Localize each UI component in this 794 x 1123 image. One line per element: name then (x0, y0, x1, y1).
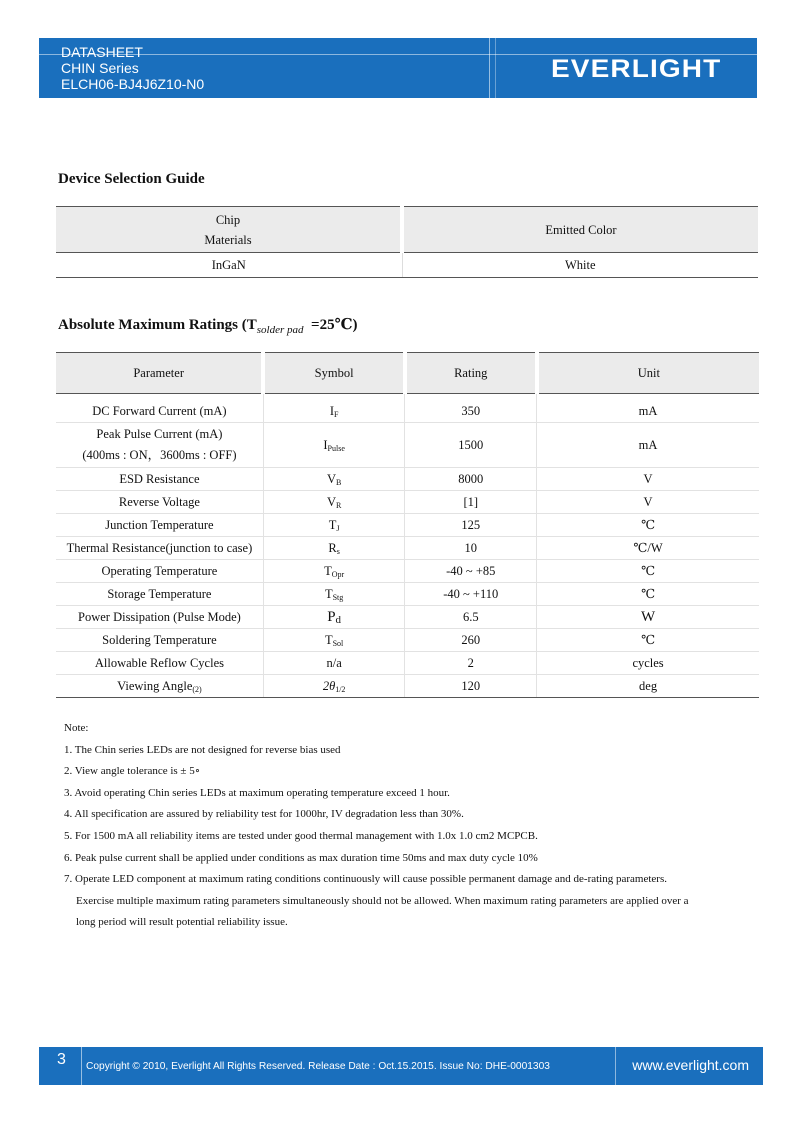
symbol-sub: Opr (331, 569, 345, 579)
cell-unit: deg (537, 675, 759, 698)
symbol-sub: F (333, 409, 339, 419)
cell-symbol (263, 606, 405, 629)
website-link[interactable]: www.everlight.com (632, 1057, 749, 1073)
footer-divider (615, 1047, 616, 1085)
cell-parameter: Junction Temperature (56, 514, 263, 537)
cell-material: InGaN (56, 253, 402, 278)
header-chip-materials (56, 207, 402, 253)
cell-rating: 2 (405, 652, 537, 675)
cell-unit: mA (537, 394, 759, 423)
symbol-main: P (327, 608, 336, 625)
symbol-main: T (324, 586, 333, 601)
table-row (56, 675, 759, 698)
cell-unit: cycles (537, 652, 759, 675)
cell-symbol (263, 491, 405, 514)
cell-symbol (263, 423, 405, 468)
header-doc-info (61, 44, 204, 92)
header-divider-secondary (495, 38, 496, 98)
cell-unit: V (537, 491, 759, 514)
cell-unit: W (537, 606, 759, 629)
max-ratings-title-main: Absolute Maximum Ratings (T (58, 317, 257, 333)
cell-unit: ℃ (537, 560, 759, 583)
symbol-sub: B (335, 477, 342, 487)
cell-unit: mA (537, 423, 759, 468)
cell-symbol (263, 629, 405, 652)
symbol-main: I (323, 437, 328, 452)
cell-parameter: DC Forward Current (mA) (56, 394, 263, 423)
table-header-row (56, 207, 758, 253)
cell-rating: 125 (405, 514, 537, 537)
table-row (56, 423, 759, 468)
parameter-line1: Peak Pulse Current (mA) (96, 427, 223, 441)
max-ratings-title-sub: solder pad (256, 324, 304, 336)
cell-unit: ℃ (537, 514, 759, 537)
note-item: 3. Avoid operating Chin series LEDs at maximum operating temperature exceed 1 hour. (64, 786, 450, 799)
max-ratings-title-tail: =25℃) (311, 317, 358, 333)
cell-parameter: Storage Temperature (56, 583, 263, 606)
cell-parameter: Power Dissipation (Pulse Mode) (56, 606, 263, 629)
cell-parameter (56, 675, 263, 698)
cell-rating: -40 ~ +85 (405, 560, 537, 583)
parameter-line2: (400ms : ON，3600ms : OFF) (82, 448, 237, 462)
cell-rating: 120 (405, 675, 537, 698)
everlight-logo: EVERLIGHT (551, 55, 722, 83)
table-row (56, 491, 759, 514)
cell-symbol (263, 583, 405, 606)
symbol-sub: Stg (332, 592, 344, 602)
cell-parameter (56, 423, 263, 468)
cell-color: White (402, 253, 758, 278)
cell-rating: 1500 (405, 423, 537, 468)
header-doctype: DATASHEET (61, 44, 143, 60)
symbol-sub: Sol (332, 638, 344, 648)
max-ratings-title (58, 315, 358, 336)
header-materials-label: Materials (204, 232, 252, 247)
table-row (56, 629, 759, 652)
symbol-sub: R (335, 500, 342, 510)
cell-symbol (263, 652, 405, 675)
cell-unit: V (537, 468, 759, 491)
cell-symbol (263, 675, 405, 698)
symbol-sub: 1/2 (335, 684, 346, 694)
notes-section (64, 718, 754, 934)
table-row (56, 560, 759, 583)
cell-rating: -40 ~ +110 (405, 583, 537, 606)
header-chip-label: Chip (215, 212, 241, 227)
symbol-main: I (329, 403, 334, 418)
note-continuation: Exercise multiple maximum rating parameters simultaneously should not be allowed. When maximum rating parameters are applied over a (76, 894, 689, 907)
symbol-main: n/a (326, 655, 342, 670)
symbol-main: V (326, 471, 336, 486)
cell-symbol (263, 537, 405, 560)
cell-parameter: Thermal Resistance(junction to case) (56, 537, 263, 560)
cell-symbol (263, 394, 405, 423)
symbol-sub: Pulse (327, 443, 345, 453)
notes-heading: Note: (64, 722, 89, 734)
cell-parameter: ESD Resistance (56, 468, 263, 491)
cell-rating: 10 (405, 537, 537, 560)
cell-rating: 8000 (405, 468, 537, 491)
cell-parameter: Operating Temperature (56, 560, 263, 583)
cell-rating: [1] (405, 491, 537, 514)
note-item: 4. All specification are assured by reliability test for 1000hr, IV degradation less than 30%. (64, 808, 464, 821)
parameter-sub: (2) (192, 684, 202, 694)
device-selection-title: Device Selection Guide (58, 171, 205, 187)
note-continuation: long period will result potential reliability issue. (76, 916, 288, 929)
note-item: 2. View angle tolerance is ± 5∘ (64, 765, 201, 778)
page-header (39, 38, 757, 98)
copyright-text: Copyright © 2010, Everlight All Rights Reserved. Release Date : Oct.15.2015. Issue No: DHE-0001303 (86, 1061, 550, 1072)
header-unit: Unit (537, 353, 759, 394)
cell-symbol (263, 468, 405, 491)
symbol-main: T (324, 563, 332, 578)
cell-unit: ℃/W (537, 537, 759, 560)
note-item: 7. Operate LED component at maximum rating conditions continuously will cause possible permanent damage and de-rating parameters. (64, 873, 667, 886)
header-part-number: ELCH06-BJ4J6Z10-N0 (61, 76, 205, 92)
cell-unit: ℃ (537, 629, 759, 652)
symbol-main: V (326, 494, 336, 509)
note-item: 1. The Chin series LEDs are not designed for reverse bias used (64, 743, 341, 756)
cell-rating: 350 (405, 394, 537, 423)
header-symbol: Symbol (263, 353, 405, 394)
max-ratings-table (56, 352, 759, 698)
table-row (56, 253, 758, 278)
note-item: 6. Peak pulse current shall be applied under conditions as max duration time 50ms and max duty cycle 10% (64, 851, 538, 864)
symbol-sub: d (335, 613, 342, 626)
cell-symbol (263, 560, 405, 583)
symbol-sub: s (336, 546, 340, 556)
page-footer (39, 1047, 763, 1085)
table-row (56, 468, 759, 491)
table-header-row (56, 353, 759, 394)
cell-parameter: Soldering Temperature (56, 629, 263, 652)
cell-unit: ℃ (537, 583, 759, 606)
symbol-main: T (328, 517, 337, 532)
table-row (56, 606, 759, 629)
header-parameter: Parameter (56, 353, 263, 394)
cell-parameter: Reverse Voltage (56, 491, 263, 514)
header-emitted-color: Emitted Color (402, 207, 758, 253)
symbol-sub: J (336, 523, 340, 533)
table-row (56, 583, 759, 606)
header-rating: Rating (405, 353, 537, 394)
symbol-main: R (328, 540, 337, 555)
header-divider (489, 38, 490, 98)
cell-symbol (263, 514, 405, 537)
note-item: 5. For 1500 mA all reliability items are tested under good thermal management with 1.0x 1.0 cm2 MCPCB. (64, 829, 538, 842)
symbol-main: T (324, 632, 333, 647)
symbol-main: 2θ (322, 678, 336, 693)
header-series: CHIN Series (61, 60, 139, 76)
page-number-box (39, 1047, 82, 1085)
page-number: 3 (57, 1051, 66, 1068)
table-row (56, 652, 759, 675)
table-row (56, 537, 759, 560)
table-row (56, 394, 759, 423)
device-selection-table (56, 206, 758, 278)
cell-rating: 6.5 (405, 606, 537, 629)
cell-rating: 260 (405, 629, 537, 652)
table-row (56, 514, 759, 537)
cell-parameter: Allowable Reflow Cycles (56, 652, 263, 675)
parameter-main: Viewing Angle (117, 678, 193, 693)
